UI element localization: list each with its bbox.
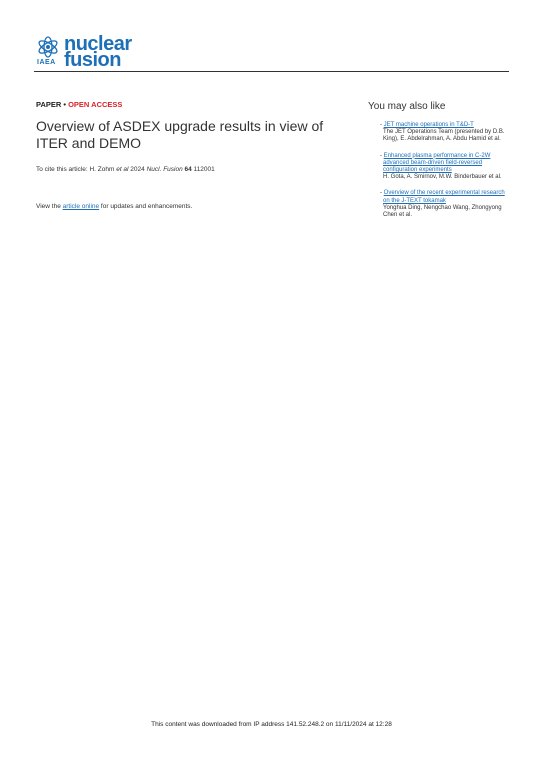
open-access-label: OPEN ACCESS: [68, 100, 123, 109]
citation-line: [36, 166, 346, 173]
cite-prefix: To cite this article: H. Zohm: [36, 166, 117, 173]
logo-org-label: IAEA: [37, 59, 56, 66]
cite-year: 2024: [128, 166, 147, 173]
list-item: - Enhanced plasma performance in C-2W advanced beam-driven field-reversed configuration experiments H. Gota, A. Smirnov, M.W. Binderbauer et al.: [368, 153, 508, 182]
related-authors: H. Gota, A. Smirnov, M.W. Binderbauer et al.: [383, 174, 502, 181]
header-divider: [34, 71, 509, 72]
related-authors: Yonghua Ding, Nengchao Wang, Zhongyong Chen et al.: [383, 204, 502, 219]
related-heading: You may also like: [368, 101, 446, 112]
article-title: Overview of ASDEX upgrade results in view of ITER and DEMO: [36, 118, 324, 151]
related-panel: [368, 101, 508, 228]
list-item: - JET machine operations in T&D-T The JET Operations Team (presented by D.B. King), E. Abdelrahman, A. Abdu Hamid et al.: [368, 122, 508, 144]
article-panel: [36, 100, 346, 210]
list-item: - Overview of the recent experimental research on the J-TEXT tokamak Yonghua Ding, Nengchao Wang, Zhongyong Chen et al.: [368, 190, 508, 219]
logo-line2: fusion: [64, 49, 121, 71]
paper-type-label: PAPER: [36, 100, 62, 109]
iaea-atom-emblem-icon: [36, 35, 60, 59]
cite-etal: et al: [116, 166, 129, 173]
related-link[interactable]: Enhanced plasma performance in C-2W advanced beam-driven field-reversed configuration experiments: [383, 152, 491, 174]
logo-line1: nuclear: [64, 33, 132, 55]
related-link[interactable]: JET machine operations in T&D-T: [383, 122, 474, 128]
paper-type-line: [36, 100, 346, 109]
cite-number: 112001: [191, 166, 215, 173]
cite-journal: Nucl. Fusion: [146, 166, 183, 173]
related-authors: The JET Operations Team (presented by D.B. King), E. Abdelrahman, A. Abdu Hamid et al.: [383, 129, 505, 143]
related-list: [368, 122, 508, 219]
view-online-line: [36, 203, 346, 210]
type-separator: •: [61, 100, 69, 109]
download-footer: This content was downloaded from IP address 141.52.248.2 on 11/11/2024 at 12:28: [151, 721, 392, 728]
related-link[interactable]: Overview of the recent experimental research on the J-TEXT tokamak: [383, 190, 505, 204]
cite-volume: 64: [184, 166, 192, 173]
online-suffix: for updates and enhancements.: [99, 203, 193, 210]
online-prefix: View the: [36, 203, 63, 210]
article-online-link[interactable]: article online: [62, 203, 100, 210]
